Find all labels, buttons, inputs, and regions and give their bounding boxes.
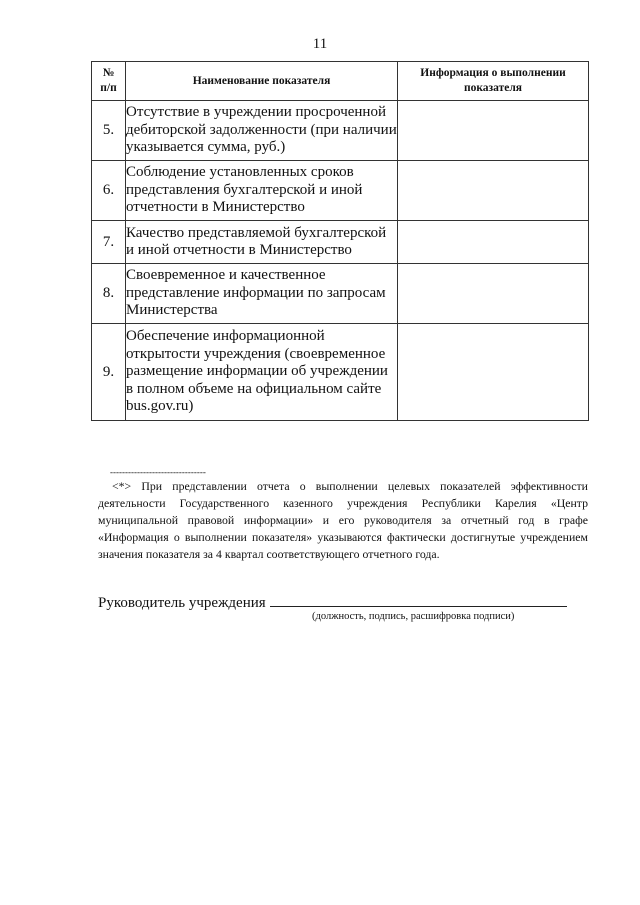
row-number: 5. bbox=[92, 101, 126, 161]
row-number: 7. bbox=[92, 221, 126, 264]
table-row bbox=[92, 221, 589, 264]
row-indicator-name: Качество представляемой бухгалтерской и иной отчетности в Министерство bbox=[126, 221, 398, 264]
table-header-row bbox=[92, 62, 589, 101]
row-indicator-info[interactable] bbox=[398, 101, 589, 161]
row-indicator-info[interactable] bbox=[398, 221, 589, 264]
row-indicator-info[interactable] bbox=[398, 264, 589, 324]
row-indicator-info[interactable] bbox=[398, 324, 589, 421]
row-indicator-name: Соблюдение установленных сроков представления бухгалтерской и иной отчетности в Министерство bbox=[126, 161, 398, 221]
row-number: 9. bbox=[92, 324, 126, 421]
indicators-table bbox=[91, 61, 589, 421]
row-number: 6. bbox=[92, 161, 126, 221]
row-indicator-name: Обеспечение информационной открытости учреждения (своевременное размещение информации об учреждении в полном объеме на официальном сайте bus.gov.ru) bbox=[126, 324, 398, 421]
footnote-text: <*> При представлении отчета о выполнении целевых показателей эффективности деятельности Государственного казенного учреждения Республики Карелия «Центр муниципальной правовой информации» и его руководителя за отчетный год в графе «Информация о выполнении показателя» указываются фактически достигнутые учреждением значения показателя за 4 квартал соответствующего отчетного года. bbox=[98, 479, 588, 561]
signature-block bbox=[98, 592, 567, 612]
row-number: 8. bbox=[92, 264, 126, 324]
header-info-line2: показателя bbox=[463, 82, 523, 94]
header-number bbox=[92, 62, 126, 101]
page-number: 11 bbox=[312, 36, 328, 52]
table-row bbox=[92, 324, 589, 421]
table-row bbox=[92, 264, 589, 324]
row-indicator-name: Отсутствие в учреждении просроченной дебиторской задолженности (при наличии указывается сумма, руб.) bbox=[126, 101, 398, 161]
table-row bbox=[92, 161, 589, 221]
table-row bbox=[92, 101, 589, 161]
footnote-rule: -------------------------------- bbox=[110, 467, 206, 477]
header-info-line1: Информация о выполнении bbox=[420, 67, 566, 79]
row-indicator-info[interactable] bbox=[398, 161, 589, 221]
header-indicator-info bbox=[398, 62, 589, 101]
header-number-line1: № bbox=[102, 67, 115, 79]
header-indicator-name: Наименование показателя bbox=[126, 62, 398, 101]
signature-label: Руководитель учреждения bbox=[98, 595, 266, 611]
header-number-line2: п/п bbox=[100, 82, 117, 94]
signature-line[interactable] bbox=[270, 592, 567, 607]
signature-caption: (должность, подпись, расшифровка подписи) bbox=[312, 611, 515, 622]
row-indicator-name: Своевременное и качественное представление информации по запросам Министерства bbox=[126, 264, 398, 324]
